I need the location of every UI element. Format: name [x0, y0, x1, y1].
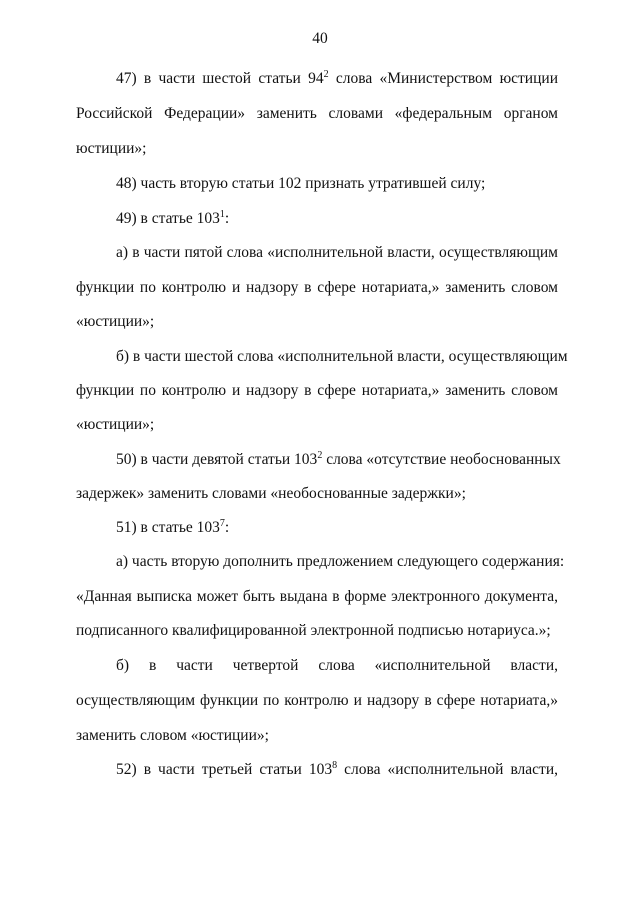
text-line: осуществляющим функции по контролю и надзору в сфере нотариата,» — [76, 692, 558, 709]
text-line: 50) в части девятой статьи $103^2$ слова «отсутствие необоснованных — [116, 450, 561, 468]
page-number: 40 — [312, 30, 328, 47]
text-line: 49) в статье $103^1$: — [116, 209, 230, 227]
text-line: а) в части пятой слова «исполнительной власти, осуществляющим — [116, 244, 558, 261]
text-line: 48) часть вторую статьи 102 признать утратившей силу; — [116, 175, 486, 192]
text-line: «юстиции»; — [76, 313, 155, 330]
text-line: а) часть вторую дополнить предложением следующего содержания: — [116, 553, 565, 570]
text-line: 47) в части шестой статьи $94^2$ слова «Министерством юстиции — [116, 69, 558, 87]
text-line: функции по контролю и надзору в сфере нотариата,» заменить словом — [76, 382, 558, 399]
text-line: заменить словом «юстиции»; — [76, 727, 269, 744]
text-line: б) в части четвертой слова «исполнительной власти, — [116, 657, 558, 674]
text-line: 51) в статье $103^7$: — [116, 518, 230, 536]
text-line: задержек» заменить словами «необоснованные задержки»; — [76, 485, 466, 502]
text-line: 52) в части третьей статьи $103^8$ слова «исполнительной власти, — [116, 760, 558, 778]
text-line: подписанного квалифицированной электронной подписью нотариуса.»; — [76, 622, 551, 639]
text-line: б) в части шестой слова «исполнительной власти, осуществляющим — [116, 348, 568, 365]
text-line: «юстиции»; — [76, 416, 155, 433]
text-line: функции по контролю и надзору в сфере нотариата,» заменить словом — [76, 279, 558, 296]
text-line: юстиции»; — [76, 140, 147, 157]
text-line: Российской Федерации» заменить словами «федеральным органом — [76, 105, 558, 122]
text-line: «Данная выписка может быть выдана в форме электронного документа, — [76, 588, 558, 605]
